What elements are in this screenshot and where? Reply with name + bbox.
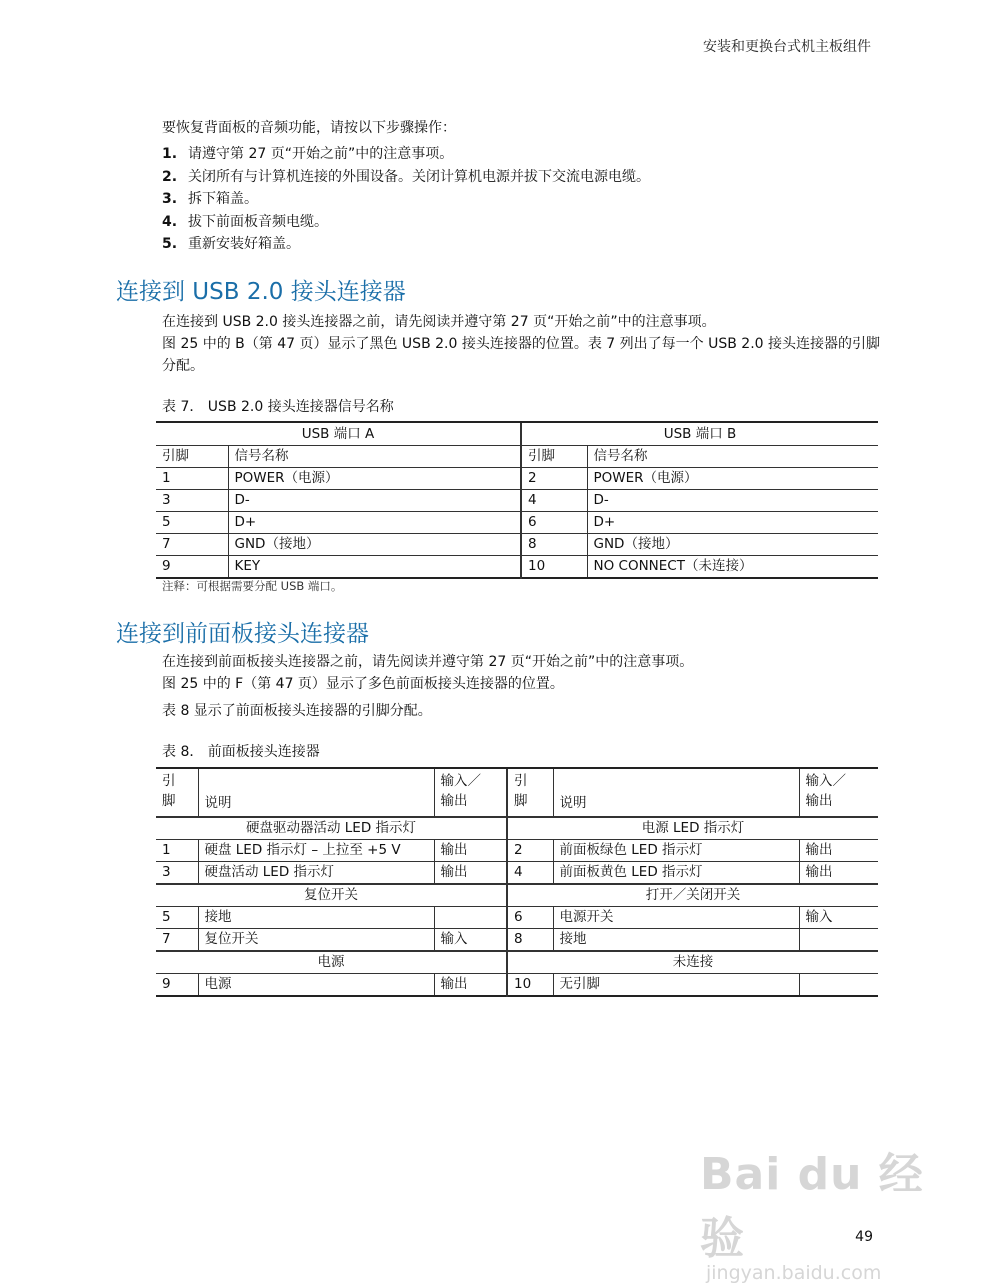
table-row: 1 POWER（电源） 2 POWER（电源）: [156, 468, 878, 490]
group-header-row: 硬盘驱动器活动 LED 指示灯 电源 LED 指示灯: [156, 817, 878, 840]
table-subheader-row: 引脚 信号名称 引脚 信号名称: [156, 446, 878, 468]
usb-pin-table: [156, 421, 878, 579]
group-header-row: 电源 未连接: [156, 951, 878, 974]
table7-caption: 表 7． USB 2.0 接头连接器信号名称: [162, 399, 394, 415]
baidu-watermark: [700, 1138, 940, 1284]
list-item: 2. 关闭所有与计算机连接的外围设备。关闭计算机电源并拔下交流电源电缆。: [162, 168, 650, 185]
front-panel-pin-table: [156, 767, 878, 997]
list-item: 3. 拆下箱盖。: [162, 191, 258, 207]
group-header-row: 复位开关 打开／关闭开关: [156, 884, 878, 907]
front-para-3: 表 8 显示了前面板接头连接器的引脚分配。: [162, 703, 432, 719]
table-row: 5 接地 6 电源开关 输入: [156, 907, 878, 929]
table-row: 9 KEY 10 NO CONNECT（未连接）: [156, 556, 878, 579]
front-para-2: 图 25 中的 F（第 47 页）显示了多色前面板接头连接器的位置。: [162, 676, 564, 692]
table7-note: 注释：可根据需要分配 USB 端口。: [162, 579, 343, 593]
table-row: 1 硬盘 LED 指示灯 – 上拉至 +5 V 输出 2 前面板绿色 LED 指示灯 输出: [156, 840, 878, 862]
usb-section-heading: 连接到 USB 2.0 接头连接器: [116, 279, 406, 305]
table-header-row: [156, 422, 878, 446]
list-item: 5. 重新安装好箱盖。: [162, 236, 300, 252]
usb-para-2: 图 25 中的 B（第 47 页）显示了黑色 USB 2.0 接头连接器的位置。表 7 列出了每一个 USB 2.0 接头连接器的引脚分配。: [162, 336, 880, 374]
table8-caption: 表 8． 前面板接头连接器: [162, 744, 320, 760]
table-row: 7 GND（接地） 8 GND（接地）: [156, 534, 878, 556]
table-row: 3 硬盘活动 LED 指示灯 输出 4 前面板黄色 LED 指示灯 输出: [156, 862, 878, 885]
step-list: [162, 143, 650, 256]
table-row: 9 电源 输出 10 无引脚: [156, 974, 878, 997]
table-header-row: 引 脚 说明 输入／ 输出 引 脚 说明 输入／ 输出: [156, 768, 878, 817]
port-a-header: USB 端口 A: [156, 422, 521, 446]
front-para-1: 在连接到前面板接头连接器之前，请先阅读并遵守第 27 页“开始之前”中的注意事项。: [162, 654, 694, 670]
table-row: 3 D- 4 D-: [156, 490, 878, 512]
list-item: 4. 拔下前面板音频电缆。: [162, 213, 328, 230]
page-number: 49: [855, 1229, 873, 1245]
intro-text: 要恢复背面板的音频功能，请按以下步骤操作：: [162, 120, 456, 136]
usb-para-1: 在连接到 USB 2.0 接头连接器之前，请先阅读并遵守第 27 页“开始之前”中的注意事项。: [162, 314, 716, 330]
watermark-logo: Bai du 经验: [700, 1149, 924, 1264]
table-row: 7 复位开关 输入 8 接地: [156, 929, 878, 952]
port-b-header: USB 端口 B: [521, 422, 878, 446]
table-row: 5 D+ 6 D+: [156, 512, 878, 534]
running-header: 安装和更换台式机主板组件: [703, 39, 871, 55]
list-item: 1. 请遵守第 27 页“开始之前”中的注意事项。: [162, 146, 454, 162]
front-panel-section-heading: 连接到前面板接头连接器: [116, 621, 369, 647]
watermark-url: jingyan.baidu.com: [706, 1262, 882, 1284]
